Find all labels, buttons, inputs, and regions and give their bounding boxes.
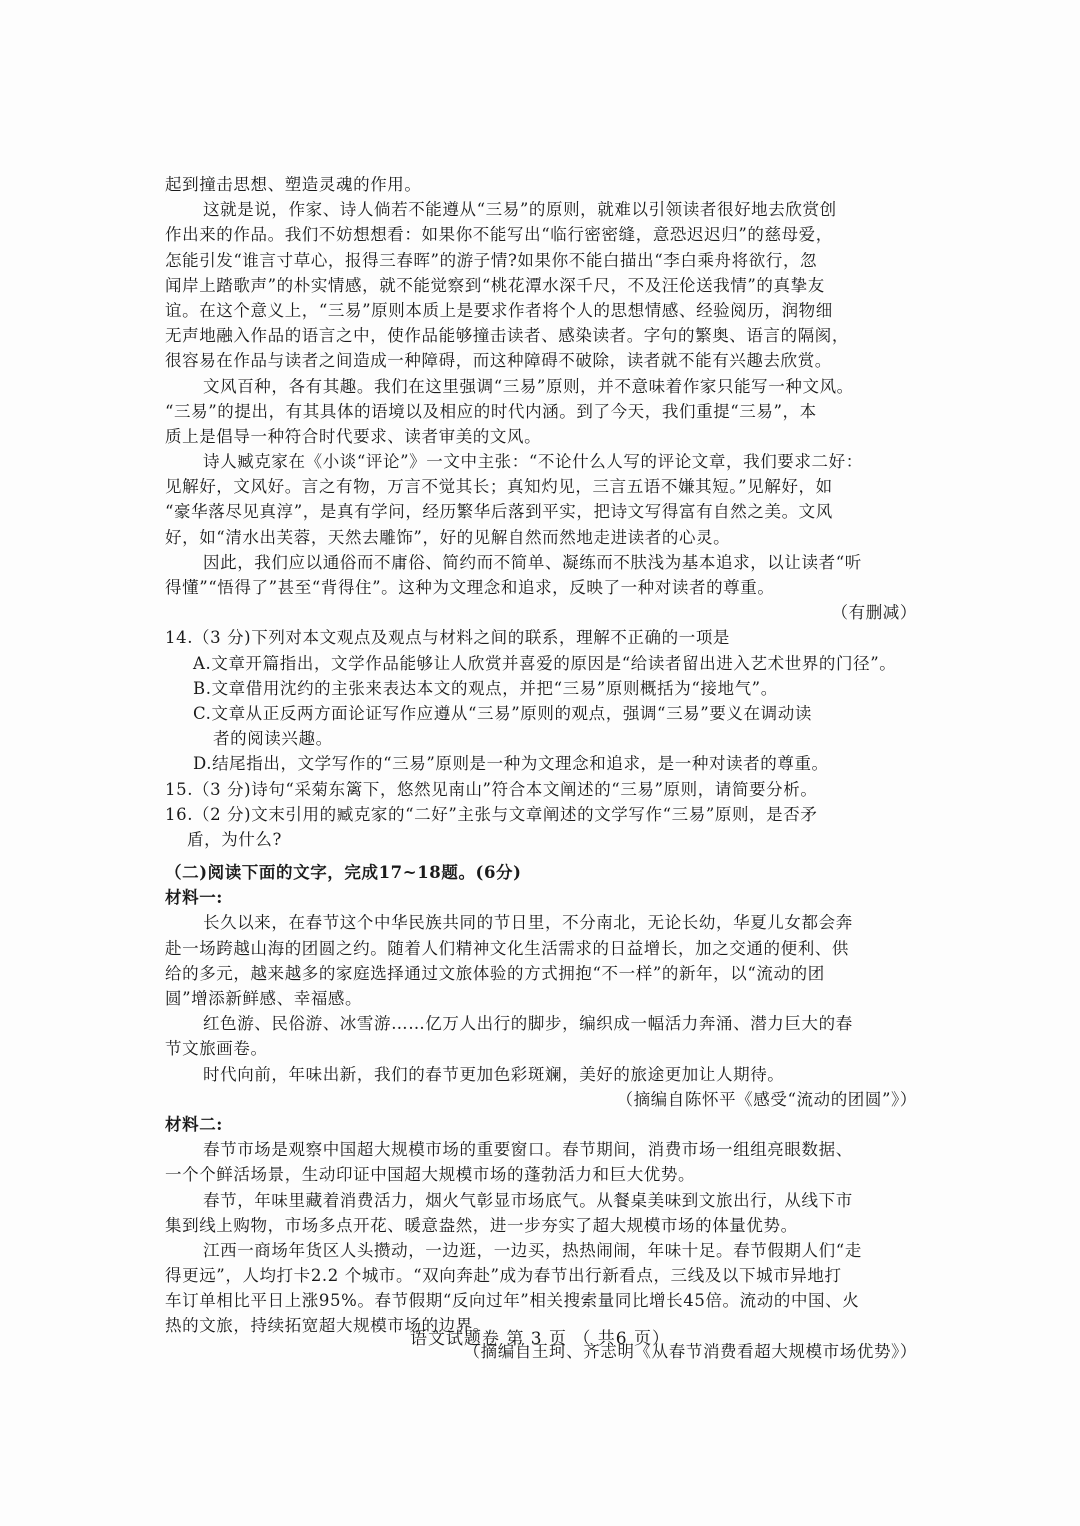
question-14-option-b: B.文章借用沈约的主张来表达本文的观点，并把“三易”原则概括为“接地气”。 bbox=[193, 678, 778, 698]
question-16-line-2: 盾，为什么? bbox=[187, 829, 282, 849]
material-1-line: 圆”增添新鲜感、幸福感。 bbox=[165, 989, 363, 1008]
passage-line: 作出来的作品。我们不妨想想看：如果你不能写出“临行密密缝，意恐迟迟归”的慈母爱， bbox=[165, 225, 833, 245]
page-content bbox=[165, 172, 917, 1364]
material-2-line: 春节，年味里藏着消费活力，烟火气彰显市场底气。从餐桌美味到文旅出行，从线下市 bbox=[203, 1190, 853, 1210]
passage-line: 怎能引发“谁言寸草心，报得三春晖”的游子情?如果你不能白描出“李白乘舟将欲行，忽 bbox=[165, 250, 818, 270]
material-1-line: 赴一场跨越山海的团圆之约。随着人们精神文化生活需求的日益增长，加之交通的便利、供 bbox=[165, 938, 849, 958]
passage-line: 见解好，文风好。言之有物，万言不觉其长；真知灼见，三言五语不嫌其短。”见解好，如 bbox=[165, 477, 833, 497]
question-14-option-d: D.结尾指出，文学写作的“三易”原则是一种为文理念和追求，是一种对读者的尊重。 bbox=[193, 754, 829, 774]
section-2-title: （二)阅读下面的文字，完成17~18题。(6分) bbox=[165, 863, 522, 883]
material-2-line: 得更远”，人均打卡2.2 个城市。“双向奔赴”成为春节出行新看点，三线及以下城市异地打 bbox=[165, 1266, 842, 1286]
passage-line: 闻岸上踏歌声”的朴实情感，就不能觉察到“桃花潭水深千尺，不及汪伦送我情”的真挚友 bbox=[165, 275, 825, 295]
passage-line: 质上是倡导一种符合时代要求、读者审美的文风。 bbox=[165, 426, 542, 446]
material-1-label: 材料一: bbox=[165, 888, 223, 908]
passage-line: 起到撞击思想、塑造灵魂的作用。 bbox=[165, 175, 422, 194]
material-2-label: 材料二: bbox=[165, 1114, 223, 1134]
question-16-line-1: 16.（2 分)文末引用的臧克家的“二好”主张与文章阐述的文学写作“三易”原则，是否矛 bbox=[165, 804, 818, 824]
question-14-option-c: 者的阅读兴趣。 bbox=[213, 729, 333, 749]
passage-line: 这就是说，作家、诗人倘若不能遵从“三易”的原则，就难以引领读者很好地去欣赏创 bbox=[203, 200, 837, 220]
question-14-options bbox=[165, 651, 917, 777]
reading-passage bbox=[165, 172, 917, 625]
passage-line: 文风百种，各有其趣。我们在这里强调“三易”原则，并不意味着作家只能写一种文风。 bbox=[203, 376, 854, 396]
passage-line: 得懂”“悟得了”甚至“背得住”。这种为文理念和追求，反映了一种对读者的尊重。 bbox=[165, 578, 775, 597]
material-2-line: 一个个鲜活场景，生动印证中国超大规模市场的蓬勃活力和巨大优势。 bbox=[165, 1165, 696, 1185]
question-14-stem: 14.（3 分)下列对本文观点及观点与材料之间的联系，理解不正确的一项是 bbox=[165, 628, 731, 648]
passage-source-note: （有删减） bbox=[831, 603, 917, 623]
material-1-text bbox=[165, 910, 917, 1112]
passage-line: 好，如“清水出芙蓉，天然去雕饰”，好的见解自然而然地走进读者的心灵。 bbox=[165, 527, 731, 547]
passage-line: 无声地融入作品的语言之中，使作品能够撞击读者、感染读者。字句的繁奥、语言的隔阂， bbox=[165, 326, 849, 346]
material-1-line: 节文旅画卷。 bbox=[165, 1039, 268, 1059]
material-2-line: 热的文旅，持续拓宽超大规模市场的边界。 bbox=[165, 1316, 490, 1336]
material-1-line: 给的多元，越来越多的家庭选择通过文旅体验的方式拥抱“不一样”的新年，以“流动的团 bbox=[165, 963, 825, 983]
passage-line: 谊。在这个意义上，“三易”原则本质上是要求作者将个人的思想情感、经验阅历，润物细 bbox=[165, 300, 833, 320]
passage-line: “豪华落尽见真淳”，是真有学问，经历繁华后落到平实，把诗文写得富有自然之美。文风 bbox=[165, 502, 833, 522]
material-1-source-note: （摘编自陈怀平《感受“流动的团圆”》） bbox=[616, 1089, 917, 1109]
material-2-line: 车订单相比平日上涨95%。春节假期“反向过年”相关搜索量同比增长45倍。流动的中国、火 bbox=[165, 1291, 860, 1311]
material-2-source-note: （摘编自王珂、齐志明《从春节消费看超大规模市场优势》） bbox=[463, 1341, 917, 1361]
passage-line: 诗人臧克家在《小谈“评论”》一文中主张：“不论什么人写的评论文章，我们要求二好： bbox=[203, 452, 863, 472]
question-14-option-a: A.文章开篇指出，文学作品能够让人欣赏并喜爱的原因是“给读者留出进入艺术世界的门径”。 bbox=[193, 653, 897, 673]
question-15: 15.（3 分)诗句“采菊东篱下，悠然见南山”符合本文阐述的“三易”原则，请简要分析。 bbox=[165, 779, 818, 799]
passage-line: 因此，我们应以通俗而不庸俗、简约而不简单、凝练而不肤浅为基本追求，以让读者“听 bbox=[203, 552, 862, 572]
question-14-option-c: C.文章从正反两方面论证写作应遵从“三易”原则的观点，强调“三易”要义在调动读 bbox=[193, 703, 812, 723]
page-footer: 语文试题卷 第 3 页 （ 共6 页） bbox=[409, 1329, 671, 1349]
material-2-line: 江西一商场年货区人头攒动，一边逛，一边买，热热闹闹，年味十足。春节假期人们“走 bbox=[203, 1240, 862, 1260]
material-1-line: 时代向前，年味出新，我们的春节更加色彩斑斓，美好的旅途更加让人期待。 bbox=[203, 1064, 785, 1084]
questions-block bbox=[165, 625, 917, 852]
material-2-line: 春节市场是观察中国超大规模市场的重要窗口。春节期间，消费市场一组组亮眼数据、 bbox=[203, 1140, 853, 1160]
material-1-line: 红色游、民俗游、冰雪游……亿万人出行的脚步，编织成一幅活力奔涌、潜力巨大的春 bbox=[203, 1014, 853, 1034]
material-1-line: 长久以来，在春节这个中华民族共同的节日里，不分南北，无论长幼，华夏儿女都会奔 bbox=[203, 913, 853, 933]
passage-line: 很容易在作品与读者之间造成一种障碍，而这种障碍不破除，读者就不能有兴趣去欣赏。 bbox=[165, 351, 832, 371]
material-2-line: 集到线上购物，市场多点开花、暖意盎然，进一步夯实了超大规模市场的体量优势。 bbox=[165, 1215, 798, 1235]
passage-line: “三易”的提出，有其具体的语境以及相应的时代内涵。到了今天，我们重提“三易”，本 bbox=[165, 401, 817, 421]
